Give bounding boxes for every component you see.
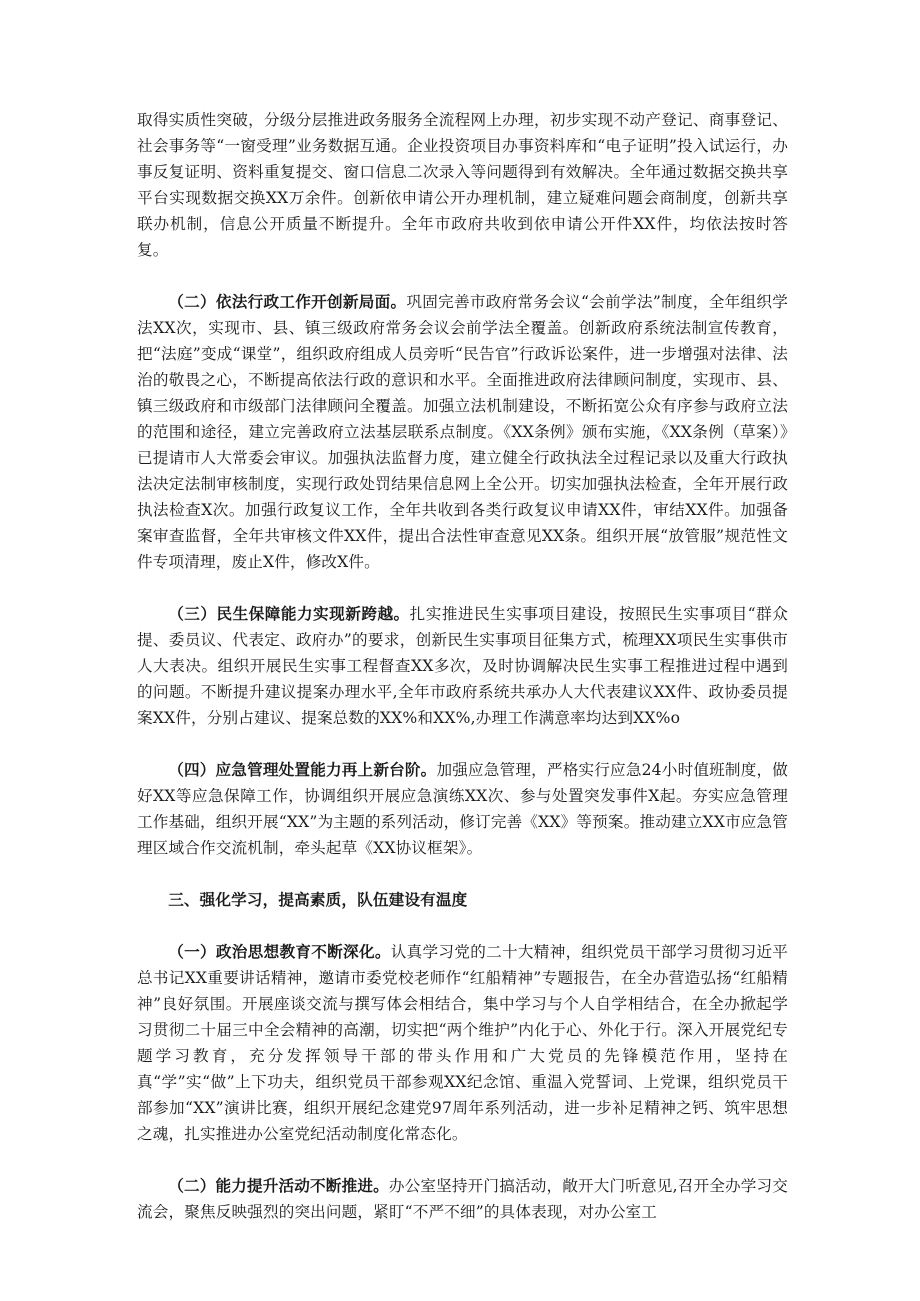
paragraph-lead: （一）政治思想教育不断深化。: [168, 942, 391, 961]
paragraph-lead: （四）应急管理处置能力再上新台阶。: [168, 760, 437, 779]
paragraph-body: 认真学习党的二十大精神，组织党员干部学习贯彻习近平总书记XX重要讲话精神，邀请市委党校老师作“红船精神”专题报告，在全办营造弘扬“红船精神”良好氛围。开展座谈交流与撰写体会相结合，集中学习与个人自学相结合，在全办掀起学习贯彻二十届三中全会精神的高潮，切实把“两个维护”内化于心、外化于行。深入开展党纪专题学习教育，充分发挥领导干部的带头作用和广大党员的先锋模范作用，坚持在真“学”实“做”上下功夫，组织党员干部参观XX纪念馆、重温入党誓词、上党课，组织党员干部参加“XX”演讲比赛，组织开展纪念建党97周年系列活动，进一步补足精神之钙、筑牢思想之魂，扎实推进办公室党纪活动制度化常态化。: [137, 943, 788, 1143]
paragraph-body: 办公室坚持开门搞活动，敞开大门听意见,召开全办学习交流会，聚焦反映强烈的突出问题，紧盯“不严不细”的具体表现，对办公室工: [137, 1177, 789, 1221]
paragraph-capability: [137, 1173, 788, 1225]
section-heading: 三、强化学习，提高素质，队伍建设有温度: [168, 890, 468, 909]
paragraph-body: 加强应急管理，严格实行应急24小时值班制度，做好XX等应急保障工作，协调组织开展应急演练XX次、参与处置突发事件X起。夯实应急管理工作基础，组织开展“XX”为主题的系列活动，修订完善《XX》等预案。推动建立XX市应急管理区域合作交流机制，牵头起草《XX协议框架》。: [137, 761, 788, 857]
paragraph-body: 取得实质性突破，分级分层推进政务服务全流程网上办理，初步实现不动产登记、商事登记、社会事务等“一窗受理”业务数据互通。企业投资项目办事资料库和“电子证明”投入试运行，办事反复证明、资料重复提交、窗口信息二次录入等问题得到有效解决。全年通过数据交换共享平台实现数据交换XX万余件。创新依申请公开办理机制，建立疑难问题会商制度，创新共享联办机制，信息公开质量不断提升。全年市政府共收到依申请公开件XX件，均依法按时答复。: [137, 111, 788, 259]
paragraph-lead: （三）民生保障能力实现新跨越。: [168, 604, 410, 623]
paragraph-continuation: [137, 107, 788, 263]
paragraph-political-education: [137, 939, 788, 1147]
paragraph-livelihood: [137, 601, 788, 731]
paragraph-lead: （二）能力提升活动不断推进。: [168, 1176, 389, 1195]
paragraph-body: 扎实推进民生实事项目建设，按照民生实事项目“群众提、委员议、代表定、政府办”的要求，创新民生实事项目征集方式，梳理XX项民生实事供市人大表决。组织开展民生实事工程督查XX多次，及时协调解决民生实事工程推进过程中遇到的问题。不断提升建议提案办理水平,全年市政府系统共承办人大代表建议XX件、政协委员提案XX件，分别占建议、提案总数的XX%和XX%,办理工作满意率均达到XX%o: [137, 605, 788, 727]
paragraph-rule-of-law: [137, 289, 788, 575]
paragraph-emergency: [137, 757, 788, 861]
paragraph-lead: （二）依法行政工作开创新局面。: [168, 292, 407, 311]
paragraph-body: 巩固完善市政府常务会议“会前学法”制度，全年组织学法XX次，实现市、县、镇三级政府常务会议会前学法全覆盖。创新政府系统法制宣传教育，把“法庭”变成“课堂”，组织政府组成人员旁听“民告官”行政诉讼案件，进一步增强对法律、法治的敬畏之心，不断提高依法行政的意识和水平。全面推进政府法律顾问制度，实现市、县、镇三级政府和市级部门法律顾问全覆盖。加强立法机制建设，不断拓宽公众有序参与政府立法的范围和途径，建立完善政府立法基层联系点制度。《XX条例》颁布实施，《XX条例（草案）》已提请市人大常委会审议。加强执法监督力度，建立健全行政执法全过程记录以及重大行政执法决定法制审核制度，实现行政处罚结果信息网上全公开。切实加强执法检查，全年开展行政执法检查X次。加强行政复议工作，全年共收到各类行政复议申请XX件，审结XX件。加强备案审查监督，全年共审核文件XX件，提出合法性审查意见XX条。组织开展“放管服”规范性文件专项清理，废止X件，修改X件。: [137, 293, 788, 571]
